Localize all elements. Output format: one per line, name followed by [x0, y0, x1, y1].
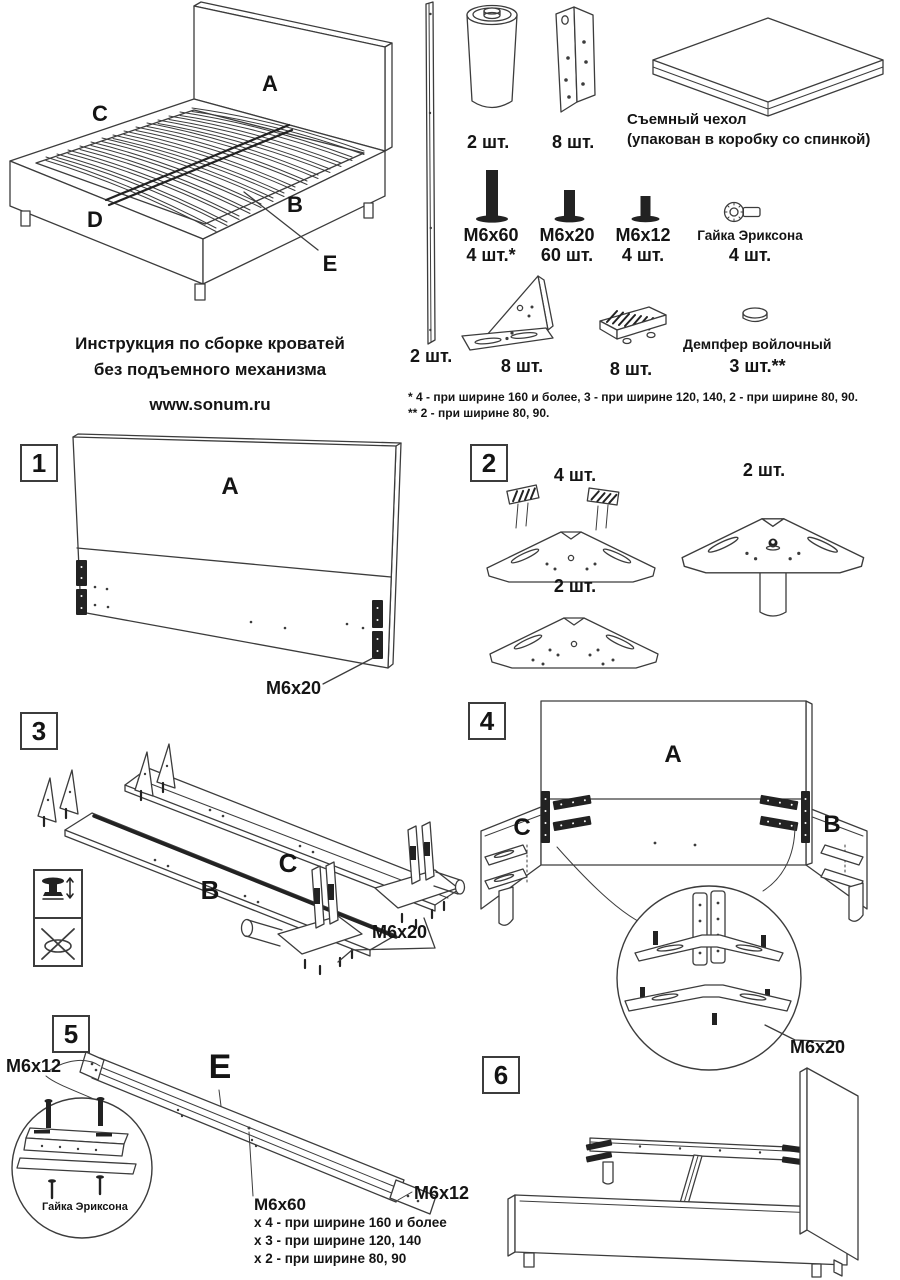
step5-nut-label: Гайка Эриксона — [42, 1201, 128, 1213]
erikson-nut-name: Гайка Эриксона — [697, 228, 803, 243]
step3-label-c: C — [278, 848, 298, 878]
step-3-number: 3 — [20, 712, 58, 750]
step-5-number: 5 — [52, 1015, 90, 1053]
overview-label-b: B — [287, 192, 303, 217]
cylinder-leg-qty: 2 шт. — [467, 132, 510, 152]
erikson-nut-qty: 4 шт. — [728, 245, 772, 265]
step-6-number: 6 — [482, 1056, 520, 1094]
leg-adjust-allowed-icon — [33, 869, 83, 919]
bolt-m6x60-name: M6x60 — [463, 225, 519, 245]
step-2-number: 2 — [470, 444, 508, 482]
overview-label-d: D — [87, 207, 103, 232]
cover-illustration — [645, 10, 890, 122]
step6-frame-illustration — [460, 1062, 900, 1280]
corner-bracket-illustration — [548, 2, 604, 116]
overview-label-a: A — [262, 71, 278, 96]
bolt-m6x20-icon — [553, 188, 587, 226]
metal-strip-illustration — [420, 0, 442, 348]
bolt-m6x60-icon — [474, 168, 510, 226]
bolt-m6x12-name: M6x12 — [615, 225, 671, 245]
step5-bolt-right-label: M6x12 — [414, 1183, 470, 1203]
felt-damper-qty: 3 шт.** — [729, 356, 786, 376]
page-title-line1: Инструкция по сборке кроватей — [75, 334, 345, 353]
step3-side-rails-illustration — [20, 738, 465, 1006]
bolt-m6x60-qty: 4 шт.* — [466, 245, 516, 265]
step5-bolt60-label: M6x60 — [254, 1195, 306, 1214]
step4-label-c: C — [513, 814, 531, 841]
step5-label-e: E — [208, 1048, 232, 1086]
slat-holder-illustration — [597, 304, 669, 350]
step1-bolt-label: M6x20 — [266, 678, 322, 698]
bolt-m6x20-qty: 60 шт. — [540, 245, 594, 265]
step1-label-a: A — [221, 473, 239, 500]
step2-plate-with-dampers — [480, 486, 665, 586]
step4-bolt-label: M6x20 — [790, 1037, 846, 1057]
step5-note-1: x 4 - при ширине 160 и более — [254, 1215, 447, 1230]
step2-plate-with-leg — [668, 500, 868, 620]
bed-overview-illustration — [2, 0, 422, 302]
overview-label-c: C — [92, 101, 108, 126]
felt-damper-icon — [740, 306, 770, 328]
step-4-number: 4 — [468, 702, 506, 740]
step-1-number: 1 — [20, 444, 58, 482]
triangle-plate-qty: 8 шт. — [500, 356, 544, 376]
erikson-nut-icon — [722, 200, 768, 224]
bolt-m6x12-icon — [630, 194, 662, 226]
corner-bracket-qty: 8 шт. — [552, 132, 595, 152]
step2-qty-top: 4 шт. — [553, 465, 597, 485]
step2-qty-right: 2 шт. — [742, 460, 786, 480]
page-title-line2: без подъемного механизма — [93, 360, 327, 379]
overview-label-e: E — [322, 251, 338, 276]
cylinder-leg-illustration — [464, 2, 520, 120]
footnote-1: * 4 - при ширине 160 и более, 3 - при ширине 120, 140, 2 - при ширине 80, 90. — [408, 390, 858, 404]
felt-damper-name: Демпфер войлочный — [683, 336, 832, 352]
slat-holder-qty: 8 шт. — [609, 359, 653, 379]
strip-qty: 2 шт. — [410, 346, 453, 366]
no-caster-icon — [33, 917, 83, 967]
step3-bolt-label: M6x20 — [372, 922, 428, 942]
cover-name: Съемный чехол — [627, 111, 747, 128]
step1-headboard-illustration — [55, 432, 470, 700]
step5-note-2: x 3 - при ширине 120, 140 — [254, 1233, 422, 1248]
cover-note: (упакован в коробку со спинкой) — [627, 131, 871, 148]
bolt-m6x20-name: M6x20 — [539, 225, 595, 245]
step5-bolt-left-label: M6x12 — [6, 1056, 62, 1076]
step2-qty-bottom: 2 шт. — [553, 576, 597, 596]
step5-note-3: x 2 - при ширине 80, 90 — [254, 1251, 407, 1266]
footnote-2: ** 2 - при ширине 80, 90. — [408, 406, 550, 420]
bolt-m6x12-qty: 4 шт. — [621, 245, 665, 265]
step4-label-b: B — [823, 811, 841, 838]
step4-label-a: A — [664, 741, 682, 768]
triangle-plate-illustration — [458, 272, 566, 356]
step3-label-b: B — [200, 875, 220, 905]
website-url: www.sonum.ru — [149, 395, 271, 414]
step2-plate-plain — [483, 600, 668, 680]
